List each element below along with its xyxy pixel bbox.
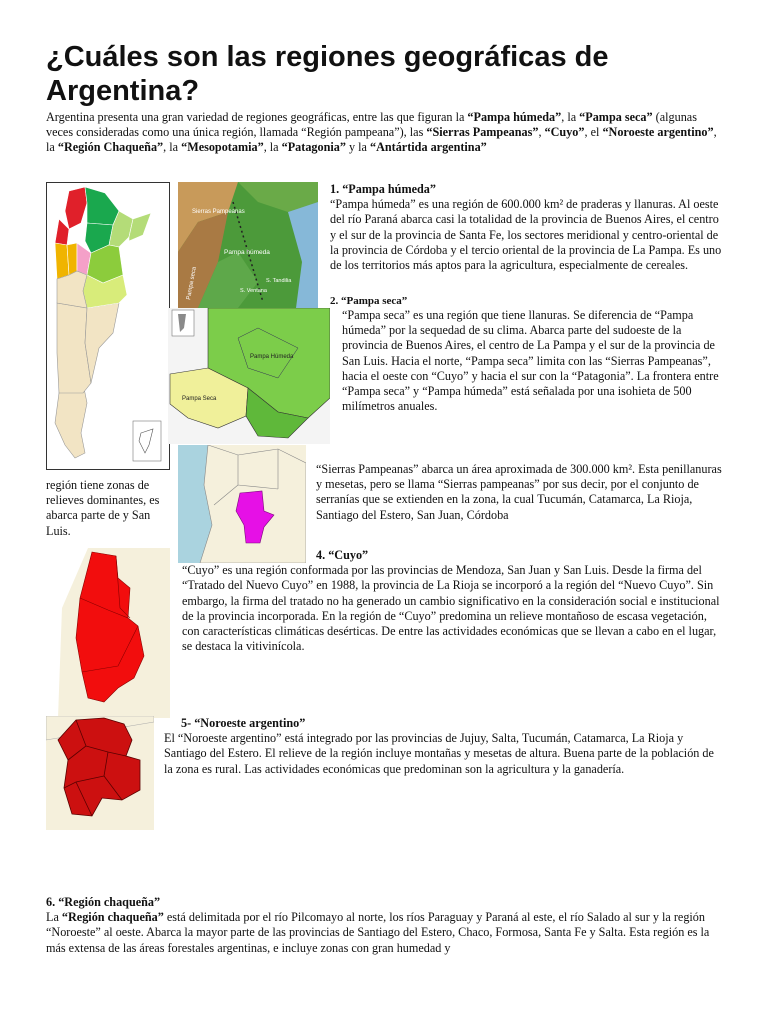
sierras-pampeanas-map (178, 445, 306, 563)
section-5-heading: 5- “Noroeste argentino” (181, 716, 306, 730)
intro-term: “Patagonia” (281, 140, 346, 155)
section-noroeste (164, 716, 722, 777)
section-pampa-humeda (330, 182, 722, 273)
intro-term: “Noroeste argentino” (602, 125, 714, 140)
map-label-pampa-seca: Pampa seca (186, 266, 198, 301)
section-6-prefix: La (46, 910, 62, 925)
map-label-pampa-humeda: Pampa húmeda (224, 249, 270, 256)
section-6-body (46, 910, 722, 956)
intro-term: “Región Chaqueña” (57, 140, 164, 155)
intro-term: “Pampa seca” (579, 110, 653, 124)
intro-text: , la (46, 125, 717, 155)
intro-text: , (538, 125, 545, 140)
section-2-heading: 2. “Pampa seca” (330, 295, 408, 307)
section-6-term: “Región chaqueña” (61, 910, 164, 925)
section-3-left-text: región tiene zonas de relieves dominantes, es abarca parte de y San Luis. (46, 478, 160, 538)
section-4-heading: 4. “Cuyo” (316, 548, 369, 562)
section-5-body: El “Noroeste argentino” está integrado por las provincias de Jujuy, Salta, Tucumán, Catamarca, La Rioja y Santiago del Estero. El relieve de la región incluye montañas y mesetas de altura. Buena parte de la población de la zona es rural. Las actividades económicas que predominan son la agricultura y la ganadería. (164, 731, 714, 776)
section-3-right-text: “Sierras Pampeanas” abarca un área aproximada de 300.000 km². Esta penillanuras y mesetas, pero se llama “Sierras pampeanas” por sus decir, por el conjunto de serranías que se extienden en la zona, la cual Tucumán, Catamarca, La Rioja, Santiago del Estero, San Juan, Córdoba (316, 462, 722, 522)
intro-text: (algunas veces consideradas como una única región, llamada “Región pampeana”), las (46, 110, 697, 140)
intro-text: , la (263, 140, 282, 155)
pampa-humeda-relief-map (178, 182, 318, 308)
section-6-heading: 6. “Región chaqueña” (46, 895, 161, 909)
section-2-body: “Pampa seca” es una región que tiene llanuras. Se diferencia de “Pampa húmeda” por la sequedad de su clima. Abarca parte del sudoeste de la provincia de Buenos Aires, el centro de La Pampa y el sur de la provincia de San Luis. Hacia el norte, “Pampa seca” limita con las “Sierras Pampeanas”, hacia el oeste con “Cuyo” y hacia el sur con la “Patagonia”. La frontera entre “Pampa seca” y “Pampa húmeda” está señalada por una isohieta de 500 milímetros anuales. (342, 308, 719, 414)
section-4-body: “Cuyo” es una región conformada por las provincias de Mendoza, San Juan y San Luis. Desde la firma del “Tratado del Nuevo Cuyo” en 1988, la provincia de La Rioja se incorporó a la región del “Nuevo Cuyo”. Sin embargo, la firma del tratado no ha generado un cambio significativo en la consideración social e institucional de la provincia incorporada. En la región de “Cuyo” predomina un relieve montañoso de escasa vegetación, con características climáticas desérticas. De entre las actividades económicas que se llevan a cabo en el lugar, se destaca la vitivinícola. (182, 563, 720, 654)
map-label-s-ventana: S. Ventana (240, 288, 267, 294)
map-label-pampa-seca-2: Pampa Seca (182, 396, 217, 402)
intro-text: Argentina presenta una gran variedad de regiones geográficas, entre las que figuran la (46, 110, 468, 124)
argentina-regions-map (46, 182, 170, 470)
intro-term: “Pampa húmeda” (467, 110, 562, 124)
section-1-heading: 1. “Pampa húmeda” (330, 182, 436, 196)
intro-term: “Sierras Pampeanas” (426, 125, 539, 140)
pampa-seca-region-map (168, 308, 330, 444)
intro-text: y la (345, 140, 370, 155)
intro-paragraph (46, 110, 722, 156)
section-pampa-seca (330, 294, 722, 414)
intro-term: “Antártida argentina” (369, 140, 487, 155)
section-6-text: está delimitada por el río Pilcomayo al norte, los ríos Paraguay y Paraná al este, el río Salado al sur y la región “Noroeste” al oeste. Abarca la mayor parte de las provincias de Santiago del Estero, Chaco, Formosa, Santa Fe y Salta. Esta región es la más extensa de las áreas forestales argentinas, e incluye zonas con gran humedad y (46, 910, 710, 955)
page-title: ¿Cuáles son las regiones geográficas de Argentina? (46, 41, 609, 107)
map-label-sierras: Sierras Pampeanas (192, 209, 245, 215)
section-cuyo (182, 548, 722, 654)
intro-text: , la (163, 140, 182, 155)
noroeste-region-map (46, 716, 154, 830)
map-label-s-tandilia: S. Tandilia (266, 278, 292, 284)
intro-term: “Cuyo” (544, 125, 585, 140)
map-label-pampa-humeda-2: Pampa Húmeda (250, 354, 294, 360)
section-region-chaquena (46, 895, 722, 956)
intro-text: , el (584, 125, 603, 140)
intro-text: , la (561, 110, 580, 124)
cuyo-region-map (58, 548, 170, 718)
intro-term: “Mesopotamia” (181, 140, 264, 155)
section-1-body: “Pampa húmeda” es una región de 600.000 km² de praderas y llanuras. Al oeste del río Paraná abarca casi la totalidad de la provincia de Buenos Aires, el centro y el sur de la provincia de Santa Fe, los sectores meridional y centro-oriental de la provincia de Córdoba y el tercio oriental de la provincia de La Pampa. Es uno de los territorios más aptos para la agricultura, especialmente de cereales. (330, 197, 722, 273)
